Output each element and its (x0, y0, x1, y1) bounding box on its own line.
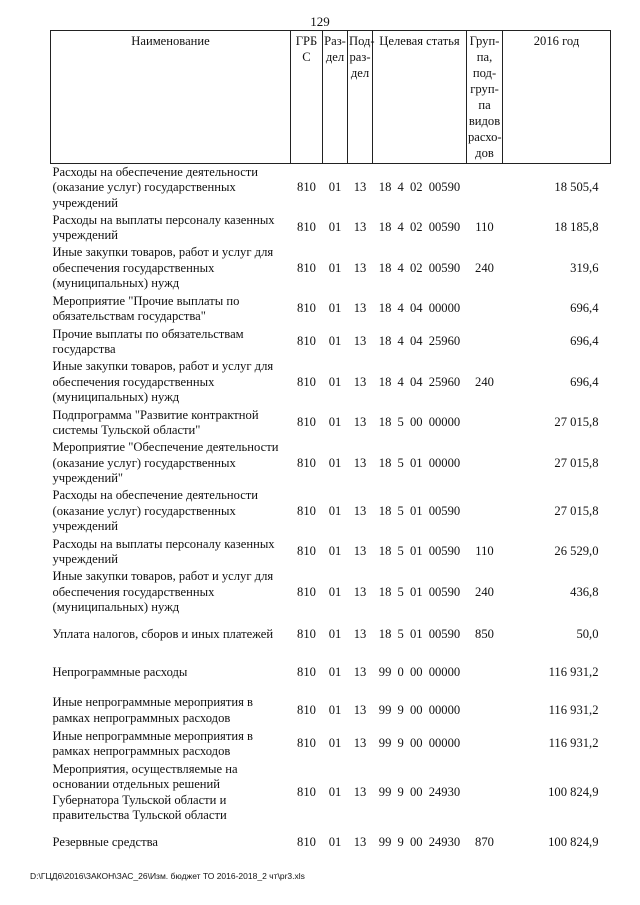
table-row (51, 407, 611, 440)
row-name: Непрограммные расходы (52, 664, 188, 679)
header-year: 2016 год (503, 31, 611, 164)
page-number: 129 (310, 14, 330, 29)
row-amount: 27 015,8 (554, 415, 599, 430)
row-target-article: 18 5 01 00590 (378, 544, 461, 559)
row-expense-type (467, 164, 503, 212)
row-grbs: 810 (297, 301, 316, 316)
row-podrazdel: 13 (353, 503, 367, 518)
row-amount: 436,8 (570, 584, 599, 599)
row-razdel: 01 (328, 415, 342, 430)
table-row (51, 617, 611, 653)
row-razdel: 01 (328, 544, 342, 559)
header-podrazdel: Под- раз- дел (348, 31, 373, 164)
row-name: Иные закупки товаров, работ и услуг для обеспечения государственных (муниципальных) нужд (52, 359, 274, 405)
row-razdel: 01 (328, 702, 342, 717)
row-expense-type (467, 653, 503, 693)
row-target-article: 18 4 02 00590 (378, 180, 461, 194)
row-target-article: 99 9 00 24930 (378, 834, 461, 849)
row-name: Расходы на выплаты персоналу казенных учреждений (52, 536, 275, 566)
row-grbs: 810 (297, 664, 316, 679)
row-expense-type: 240 (475, 260, 494, 275)
row-razdel: 01 (328, 301, 342, 316)
row-expense-type: 240 (475, 584, 494, 599)
row-podrazdel: 13 (353, 834, 367, 849)
row-name: Расходы на обеспечение деятельности (оказание услуг) государственных учреждений (52, 488, 259, 534)
row-grbs: 810 (297, 626, 316, 641)
row-amount: 696,4 (570, 334, 599, 349)
row-name: Мероприятие "Прочие выплаты по обязательствам государства" (52, 293, 240, 323)
row-razdel: 01 (328, 374, 342, 389)
table-row (51, 729, 611, 760)
row-name: Подпрограмма "Развитие контрактной системы Тульской области" (52, 407, 259, 437)
row-target-article: 18 5 01 00590 (378, 584, 461, 599)
row-amount: 319,6 (570, 260, 599, 275)
row-podrazdel: 13 (353, 584, 367, 599)
table-header-row (51, 31, 611, 164)
row-expense-type (467, 440, 503, 488)
row-name: Иные закупки товаров, работ и услуг для обеспечения государственных (муниципальных) нужд (52, 245, 274, 291)
row-expense-type: 110 (475, 544, 494, 559)
row-razdel: 01 (328, 220, 342, 235)
row-amount: 26 529,0 (554, 544, 599, 559)
row-grbs: 810 (297, 260, 316, 275)
row-podrazdel: 13 (353, 334, 367, 349)
table-row (51, 359, 611, 407)
row-expense-type (467, 407, 503, 440)
row-amount: 116 931,2 (548, 664, 599, 679)
row-grbs: 810 (297, 415, 316, 430)
row-amount: 696,4 (570, 374, 599, 389)
table-row (51, 693, 611, 729)
row-grbs: 810 (297, 503, 316, 518)
row-podrazdel: 13 (353, 702, 367, 717)
header-grbs: ГРБ С (291, 31, 323, 164)
row-target-article: 18 4 04 25960 (378, 334, 461, 349)
row-razdel: 01 (328, 664, 342, 679)
row-name: Расходы на обеспечение деятельности (оказание услуг) государственных учреждений (52, 164, 259, 210)
header-razdel: Раз- дел (323, 31, 348, 164)
row-amount: 50,0 (576, 626, 599, 641)
row-name: Резервные средства (52, 834, 159, 849)
row-razdel: 01 (328, 334, 342, 349)
row-razdel: 01 (328, 455, 342, 470)
budget-table (50, 30, 611, 860)
row-target-article: 18 4 04 00000 (378, 301, 461, 316)
table-row (51, 326, 611, 359)
row-razdel: 01 (328, 260, 342, 275)
row-target-article: 18 5 00 00000 (378, 415, 461, 430)
row-amount: 116 931,2 (548, 736, 599, 751)
row-grbs: 810 (297, 784, 316, 799)
row-name: Мероприятия, осуществляемые на основании отдельных решений Губернатора Тульской области и правительства Тульской области (52, 761, 238, 822)
row-podrazdel: 13 (353, 180, 367, 194)
row-amount: 100 824,9 (548, 784, 599, 799)
row-amount: 696,4 (570, 301, 599, 316)
row-razdel: 01 (328, 180, 342, 194)
row-grbs: 810 (297, 702, 316, 717)
row-grbs: 810 (297, 544, 316, 559)
row-podrazdel: 13 (353, 455, 367, 470)
table-row (51, 245, 611, 293)
row-target-article: 18 5 01 00590 (378, 503, 461, 518)
row-amount: 27 015,8 (554, 503, 599, 518)
table-row (51, 569, 611, 617)
row-expense-type (467, 293, 503, 326)
file-path-footer: D:\ГЦД6\2016\ЗАКОН\ЗАС_26\Изм. бюджет ТО 2016-2018_2 чт\pr3.xls (30, 871, 305, 881)
row-amount: 116 931,2 (548, 702, 599, 717)
row-target-article: 99 0 00 00000 (378, 664, 461, 679)
row-target-article: 18 5 01 00590 (378, 626, 461, 641)
row-razdel: 01 (328, 503, 342, 518)
row-name: Уплата налогов, сборов и иных платежей (52, 626, 274, 641)
row-grbs: 810 (297, 736, 316, 751)
row-target-article: 99 9 00 00000 (378, 736, 461, 751)
row-razdel: 01 (328, 834, 342, 849)
row-target-article: 18 4 02 00590 (378, 220, 461, 235)
row-name: Расходы на выплаты персоналу казенных учреждений (52, 212, 275, 242)
header-expense-type: Груп- па, под- груп- па видов расхо- дов (467, 31, 503, 164)
row-expense-type (467, 693, 503, 729)
row-target-article: 18 4 04 25960 (378, 374, 461, 389)
row-grbs: 810 (297, 834, 316, 849)
row-target-article: 18 4 02 00590 (378, 260, 461, 275)
row-amount: 100 824,9 (548, 834, 599, 849)
row-amount: 18 185,8 (554, 220, 599, 235)
row-name: Иные непрограммные мероприятия в рамках непрограммных расходов (52, 695, 253, 725)
table-row (51, 826, 611, 860)
row-podrazdel: 13 (353, 374, 367, 389)
row-grbs: 810 (297, 374, 316, 389)
header-name: Наименование (51, 31, 291, 164)
row-podrazdel: 13 (353, 784, 367, 799)
row-podrazdel: 13 (353, 220, 367, 235)
row-name: Мероприятие "Обеспечение деятельности (оказание услуг) государственных учреждений" (52, 440, 279, 486)
row-podrazdel: 13 (353, 664, 367, 679)
row-grbs: 810 (297, 220, 316, 235)
row-podrazdel: 13 (353, 544, 367, 559)
row-podrazdel: 13 (353, 260, 367, 275)
row-podrazdel: 13 (353, 415, 367, 430)
row-razdel: 01 (328, 784, 342, 799)
row-name: Прочие выплаты по обязательствам государства (52, 326, 244, 356)
table-row (51, 536, 611, 569)
row-name: Иные закупки товаров, работ и услуг для обеспечения государственных (муниципальных) нужд (52, 569, 274, 615)
row-razdel: 01 (328, 626, 342, 641)
row-podrazdel: 13 (353, 626, 367, 641)
row-target-article: 18 5 01 00000 (378, 455, 461, 470)
header-target-article: Целевая статья (373, 31, 467, 164)
table-row (51, 164, 611, 212)
row-name: Иные непрограммные мероприятия в рамках непрограммных расходов (52, 728, 253, 758)
row-expense-type (467, 760, 503, 826)
row-grbs: 810 (297, 455, 316, 470)
row-expense-type: 240 (475, 374, 494, 389)
row-target-article: 99 9 00 24930 (378, 784, 461, 799)
table-row (51, 212, 611, 245)
table-row (51, 760, 611, 826)
row-expense-type (467, 326, 503, 359)
row-grbs: 810 (297, 334, 316, 349)
table-row (51, 653, 611, 693)
row-podrazdel: 13 (353, 736, 367, 751)
row-amount: 27 015,8 (554, 455, 599, 470)
row-expense-type: 850 (475, 626, 494, 641)
row-podrazdel: 13 (353, 301, 367, 316)
row-razdel: 01 (328, 736, 342, 751)
table-row (51, 293, 611, 326)
row-expense-type (467, 729, 503, 760)
row-expense-type: 110 (475, 220, 494, 235)
row-amount: 18 505,4 (554, 180, 599, 194)
table-row (51, 488, 611, 536)
row-grbs: 810 (297, 584, 316, 599)
row-grbs: 810 (297, 180, 316, 194)
row-razdel: 01 (328, 584, 342, 599)
row-expense-type: 870 (475, 834, 494, 849)
row-target-article: 99 9 00 00000 (378, 702, 461, 717)
table-row (51, 440, 611, 488)
row-expense-type (467, 488, 503, 536)
